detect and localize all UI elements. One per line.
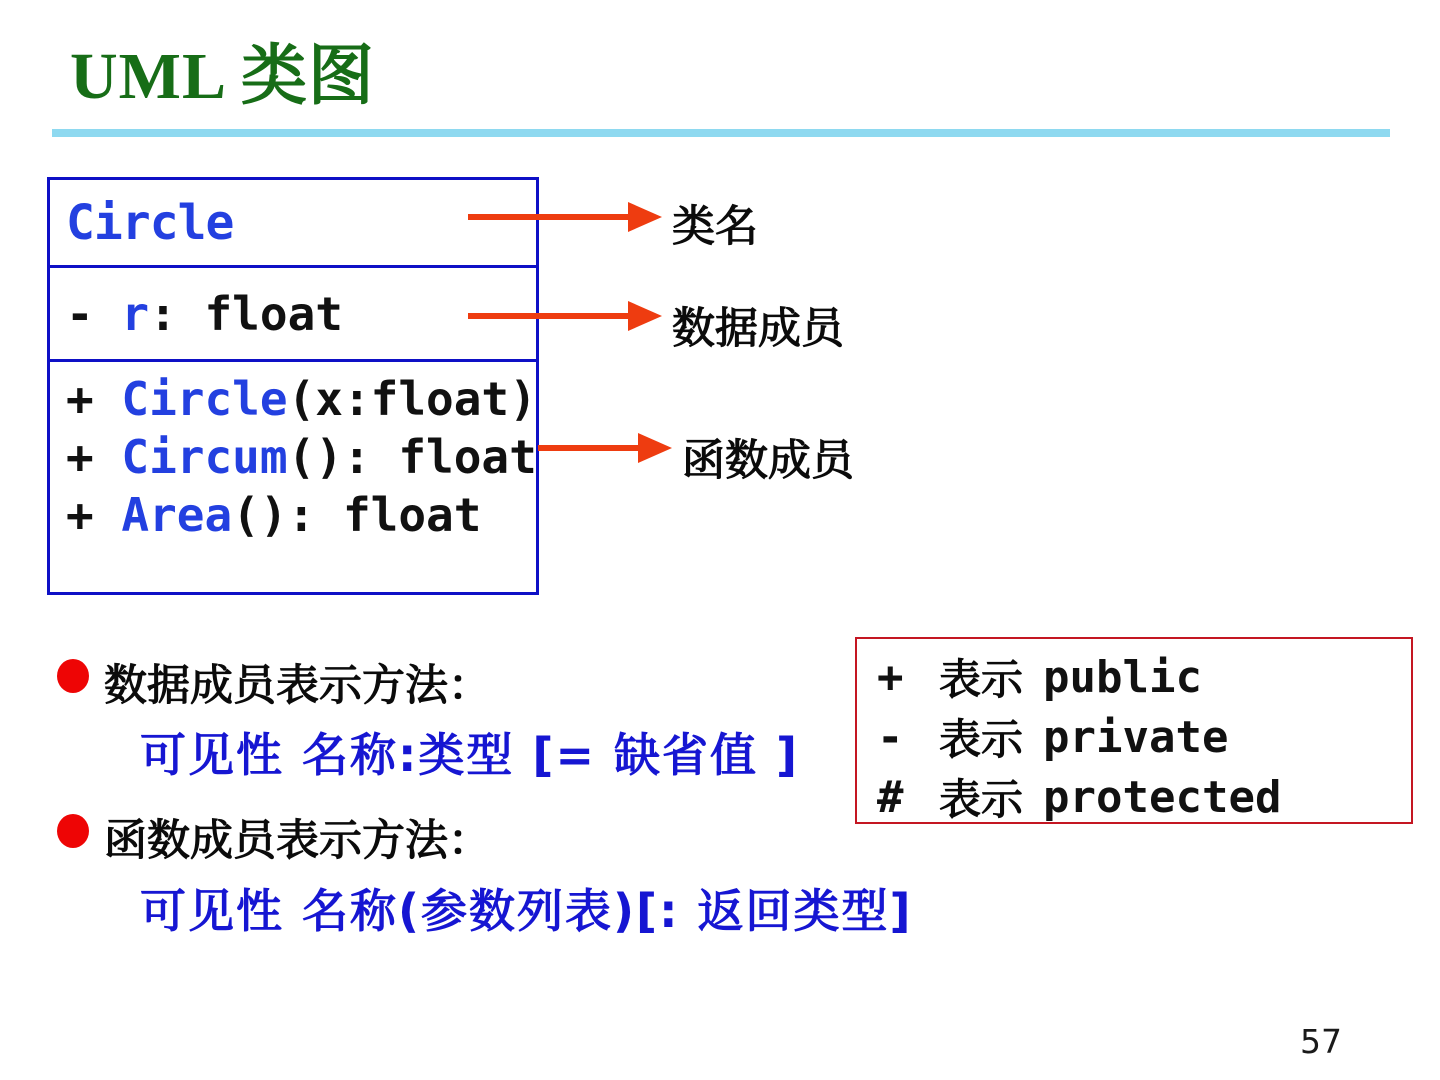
method-signature: (): float <box>287 430 537 484</box>
method-visibility: + <box>66 488 122 542</box>
class-name: Circle <box>66 194 234 251</box>
legend-term: protected <box>1043 771 1282 823</box>
data-member-formula: 可见性 名称:类型 [= 缺省值 ] <box>140 728 800 782</box>
attribute-compartment <box>50 268 536 362</box>
method-visibility: + <box>66 372 122 426</box>
method-signature: (x:float) <box>287 372 537 426</box>
method-signature: (): float <box>232 488 482 542</box>
legend-term: private <box>1043 711 1229 763</box>
attribute-visibility: - <box>66 286 122 341</box>
method-name: Area <box>121 488 233 542</box>
visibility-legend-box <box>855 637 1413 824</box>
legend-row-protected <box>877 767 1411 827</box>
page-number: 57 <box>1300 1022 1342 1061</box>
bullet-icon <box>57 659 89 693</box>
data-member-label: 数据成员 <box>672 304 844 354</box>
legend-symbol: # <box>877 771 904 823</box>
legend-symbol: + <box>877 651 904 703</box>
class-name-label: 类名 <box>672 202 758 252</box>
bullet-heading-data-member: 数据成员表示方法： <box>104 661 491 711</box>
bullet-heading-function-member: 函数成员表示方法： <box>104 816 491 866</box>
attribute-name: r <box>121 286 150 341</box>
legend-row-public <box>877 647 1411 707</box>
legend-term: public <box>1043 651 1202 703</box>
class-name-compartment <box>50 180 536 268</box>
arrow-function-member <box>538 433 672 463</box>
attribute-line <box>66 287 343 341</box>
method-name: Circle <box>121 372 288 426</box>
title-underline <box>52 129 1390 137</box>
legend-verb: 表示 <box>939 715 1024 764</box>
page-title: UML 类图 <box>70 40 375 113</box>
method-name: Circum <box>121 430 288 484</box>
method-visibility: + <box>66 430 122 484</box>
methods-compartment <box>50 362 536 544</box>
attribute-type: : float <box>149 286 343 341</box>
function-member-formula: 可见性 名称(参数列表)[: 返回类型] <box>140 884 913 938</box>
bullet-icon <box>57 814 89 848</box>
method-line <box>66 486 536 544</box>
method-line <box>66 370 536 428</box>
function-member-label: 函数成员 <box>682 436 854 486</box>
uml-class-box <box>47 177 539 595</box>
legend-verb: 表示 <box>939 655 1024 704</box>
legend-symbol: - <box>877 711 904 763</box>
legend-verb: 表示 <box>939 775 1024 824</box>
method-line <box>66 428 536 486</box>
legend-row-private <box>877 707 1411 767</box>
